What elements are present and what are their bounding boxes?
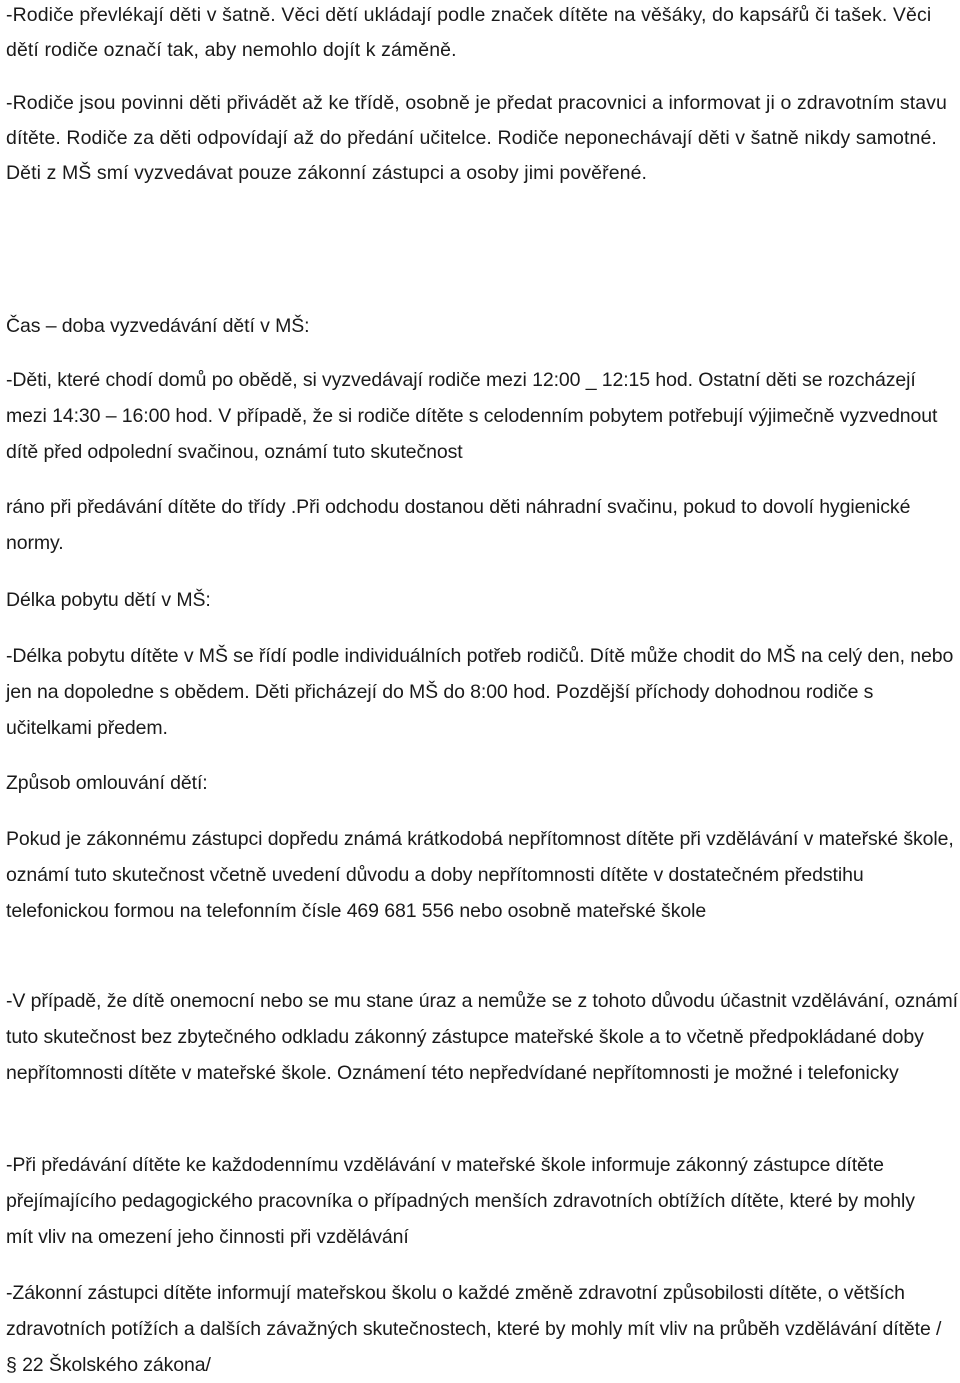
paragraph-health-issues: -Při předávání dítěte ke každodennímu vzdělávání v mateřské škole informuje zákonný zástupce dítěte přejímajícího pedagogického pracovníka o případných menších zdravotních obtížích dítěte, které by mohly mít vliv na omezení jeho činnosti při vzdělávání (6, 1154, 915, 1248)
paragraph-handover: -Rodiče jsou povinni děti přivádět až ke třídě, osobně je předat pracovnici a informovat ji o zdravotním stavu dítěte. Rodiče za děti odpovídají až do předání učitelce. Rodiče neponechávají děti v šatně nikdy samotné. Děti z MŠ smí vyzvedávat pouze zákonní zástupci a osoby jimi pověřené. (6, 92, 947, 184)
paragraph-planned-absence: Pokud je zákonnému zástupci dopředu známá krátkodobá nepřítomnost dítěte při vzdělávání v mateřské škole, oznámí tuto skutečnost včetně uvedení důvodu a doby nepřítomnosti dítěte v dostatečném předstihu telefonickou formou na telefonním čísle 469 681 556 nebo osobně mateřské škole (6, 828, 954, 922)
paragraph-health-changes: -Zákonní zástupci dítěte informují mateřskou školu o každé změně zdravotní způsobilosti dítěte, o větších zdravotních potížích a dalších závažných skutečnostech, které by mohly mít vliv na průběh vzdělávání dítěte / § 22 Školského zákona/ (6, 1282, 942, 1376)
paragraph-illness: -V případě, že dítě onemocní nebo se mu stane úraz a nemůže se z tohoto důvodu účastnit vzdělávání, oznámí tuto skutečnost bez zbytečného odkladu zákonný zástupce mateřské škole a to včetně předpokládané doby nepřítomnosti dítěte v mateřské škole. Oznámení této nepředvídané nepřítomnosti je možné i telefonicky (6, 990, 958, 1084)
heading-pickup-time: Čas – doba vyzvedávání dětí v MŠ: (6, 315, 310, 337)
paragraph-snack: ráno při předávání dítěte do třídy .Při odchodu dostanou děti náhradní svačinu, pokud to dovolí hygienické normy. (6, 496, 911, 554)
heading-excuses: Způsob omlouvání dětí: (6, 772, 208, 794)
paragraph-stay-length: -Délka pobytu dítěte v MŠ se řídí podle individuálních potřeb rodičů. Dítě může chodit do MŠ na celý den, nebo jen na dopoledne s obědem. Děti přicházejí do MŠ do 8:00 hod. Pozdější příchody dohodnou rodiče s učitelkami předem. (6, 645, 954, 739)
paragraph-pickup-time: -Děti, které chodí domů po obědě, si vyzvedávají rodiče mezi 12:00 _ 12:15 hod. Ostatní děti se rozcházejí mezi 14:30 – 16:00 hod. V případě, že si rodiče dítěte s celodenním pobytem potřebují výjimečně vyzvednout dítě před odpolední svačinou, oznámí tuto skutečnost (6, 369, 938, 463)
paragraph-cloakroom: -Rodiče převlékají děti v šatně. Věci dětí ukládají podle značek dítěte na věšáky, do kapsářů či tašek. Věci dětí rodiče označí tak, aby nemohlo dojít k záměně. (6, 4, 932, 61)
heading-stay-length: Délka pobytu dětí v MŠ: (6, 589, 211, 611)
